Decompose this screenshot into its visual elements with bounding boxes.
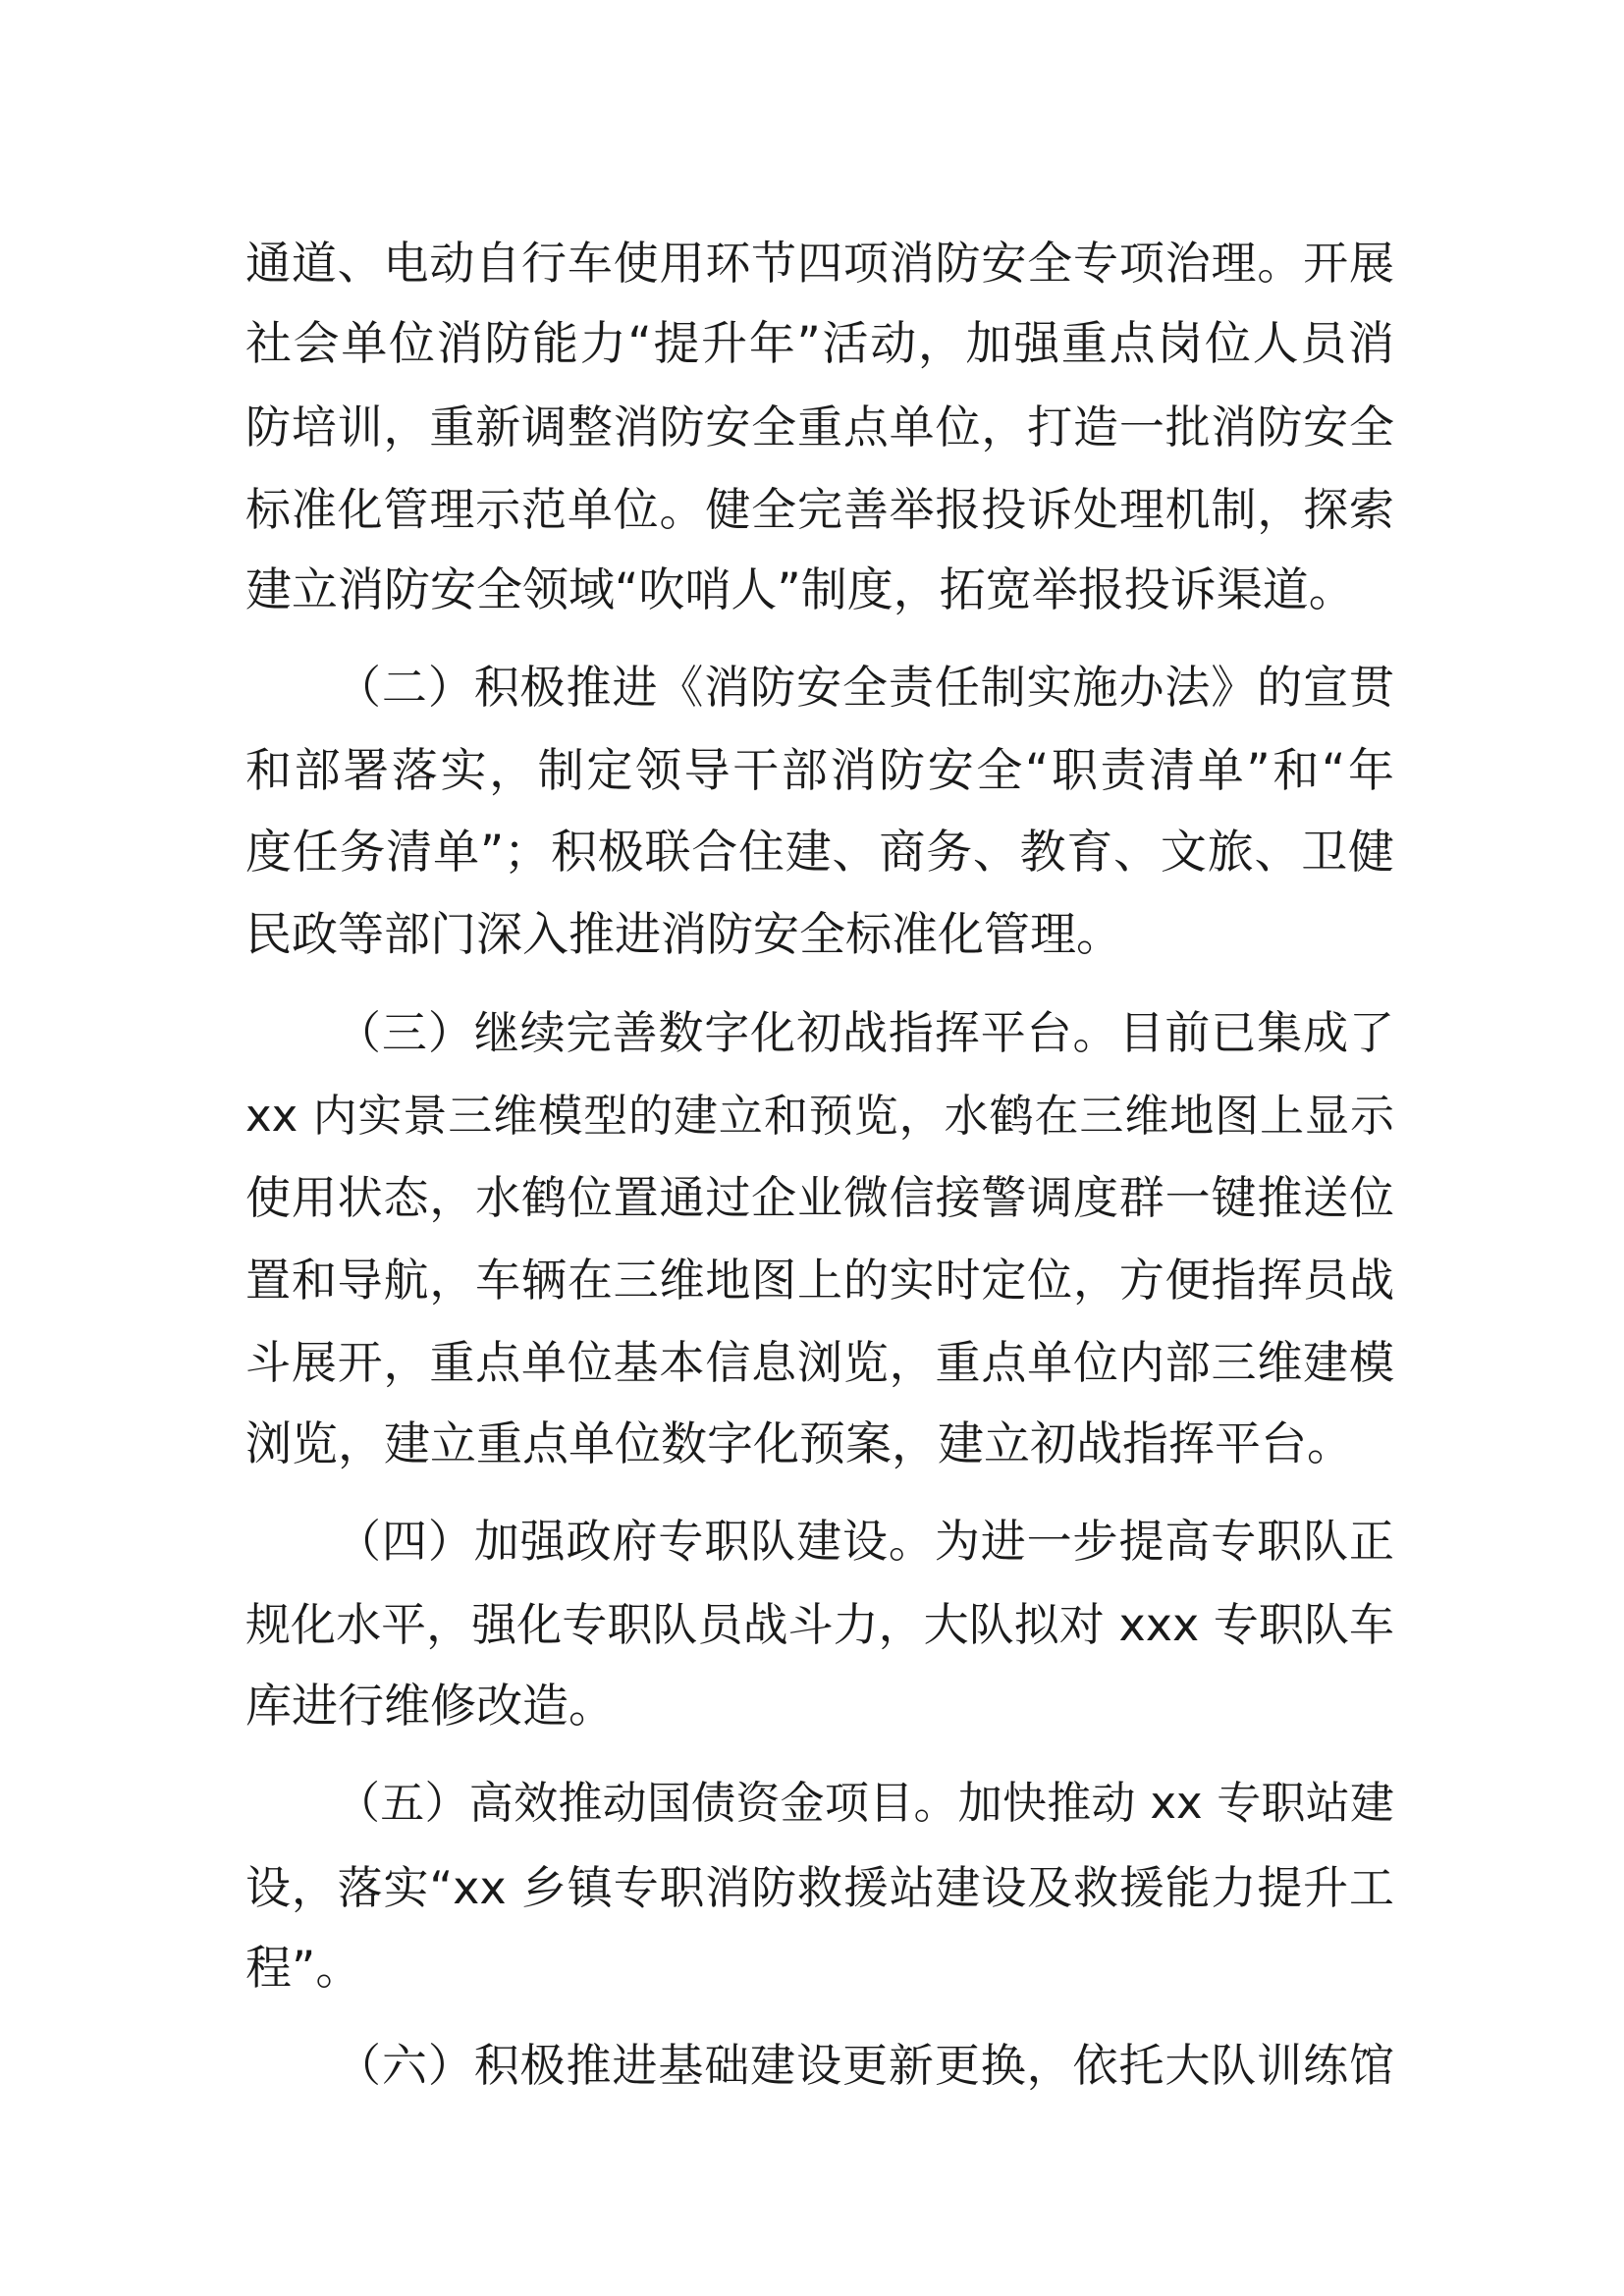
text-line-12: 使用状态，水鹤位置通过企业微信接警调度群一键推送位 xyxy=(245,1171,1394,1224)
text-line-1: 通道、电动自行车使用环节四项消防安全专项治理。开展 xyxy=(245,237,1394,290)
text-line-11: xx 内实景三维模型的建立和预览，水鹤在三维地图上显示 xyxy=(245,1090,1394,1142)
text-line-10: （三）继续完善数字化初战指挥平台。目前已集成了 xyxy=(336,1006,1394,1059)
text-line-13: 置和导航，车辆在三维地图上的实时定位，方便指挥员战 xyxy=(245,1254,1394,1307)
text-line-14: 斗展开，重点单位基本信息浏览，重点单位内部三维建模 xyxy=(245,1336,1394,1389)
text-line-15: 浏览，建立重点单位数字化预案，建立初战指挥平台。 xyxy=(245,1417,1353,1471)
text-line-22: （六）积极推进基础建设更新更换，依托大队训练馆 xyxy=(336,2039,1394,2092)
text-line-9: 民政等部门深入推进消防安全标准化管理。 xyxy=(245,908,1122,962)
text-line-17: 规化水平，强化专职队员战斗力，大队拟对 xxx 专职队车 xyxy=(245,1598,1394,1651)
text-line-3: 防培训，重新调整消防安全重点单位，打造一批消防安全 xyxy=(245,400,1394,454)
text-line-7: 和部署落实，制定领导干部消防安全“职责清单”和“年 xyxy=(245,744,1394,798)
text-line-5: 建立消防安全领域“吹哨人”制度，拓宽举报投诉渠道。 xyxy=(245,563,1355,617)
text-line-4: 标准化管理示范单位。健全完善举报投诉处理机制，探索 xyxy=(245,483,1394,536)
text-line-6: （二）积极推进《消防安全责任制实施办法》的宣贯 xyxy=(336,661,1394,714)
text-line-18: 库进行维修改造。 xyxy=(245,1680,615,1734)
text-line-20: 设，落实“xx 乡镇专职消防救援站建设及救援能力提升工 xyxy=(245,1861,1394,1914)
text-line-16: （四）加强政府专职队建设。为进一步提高专职队正 xyxy=(336,1515,1394,1568)
text-line-8: 度任务清单”；积极联合住建、商务、教育、文旅、卫健 xyxy=(245,826,1394,880)
text-line-21: 程”。 xyxy=(245,1942,362,1996)
text-line-19: （五）高效推动国债资金项目。加快推动 xx 专职站建 xyxy=(336,1777,1394,1829)
text-line-2: 社会单位消防能力“提升年”活动，加强重点岗位人员消 xyxy=(245,317,1394,371)
